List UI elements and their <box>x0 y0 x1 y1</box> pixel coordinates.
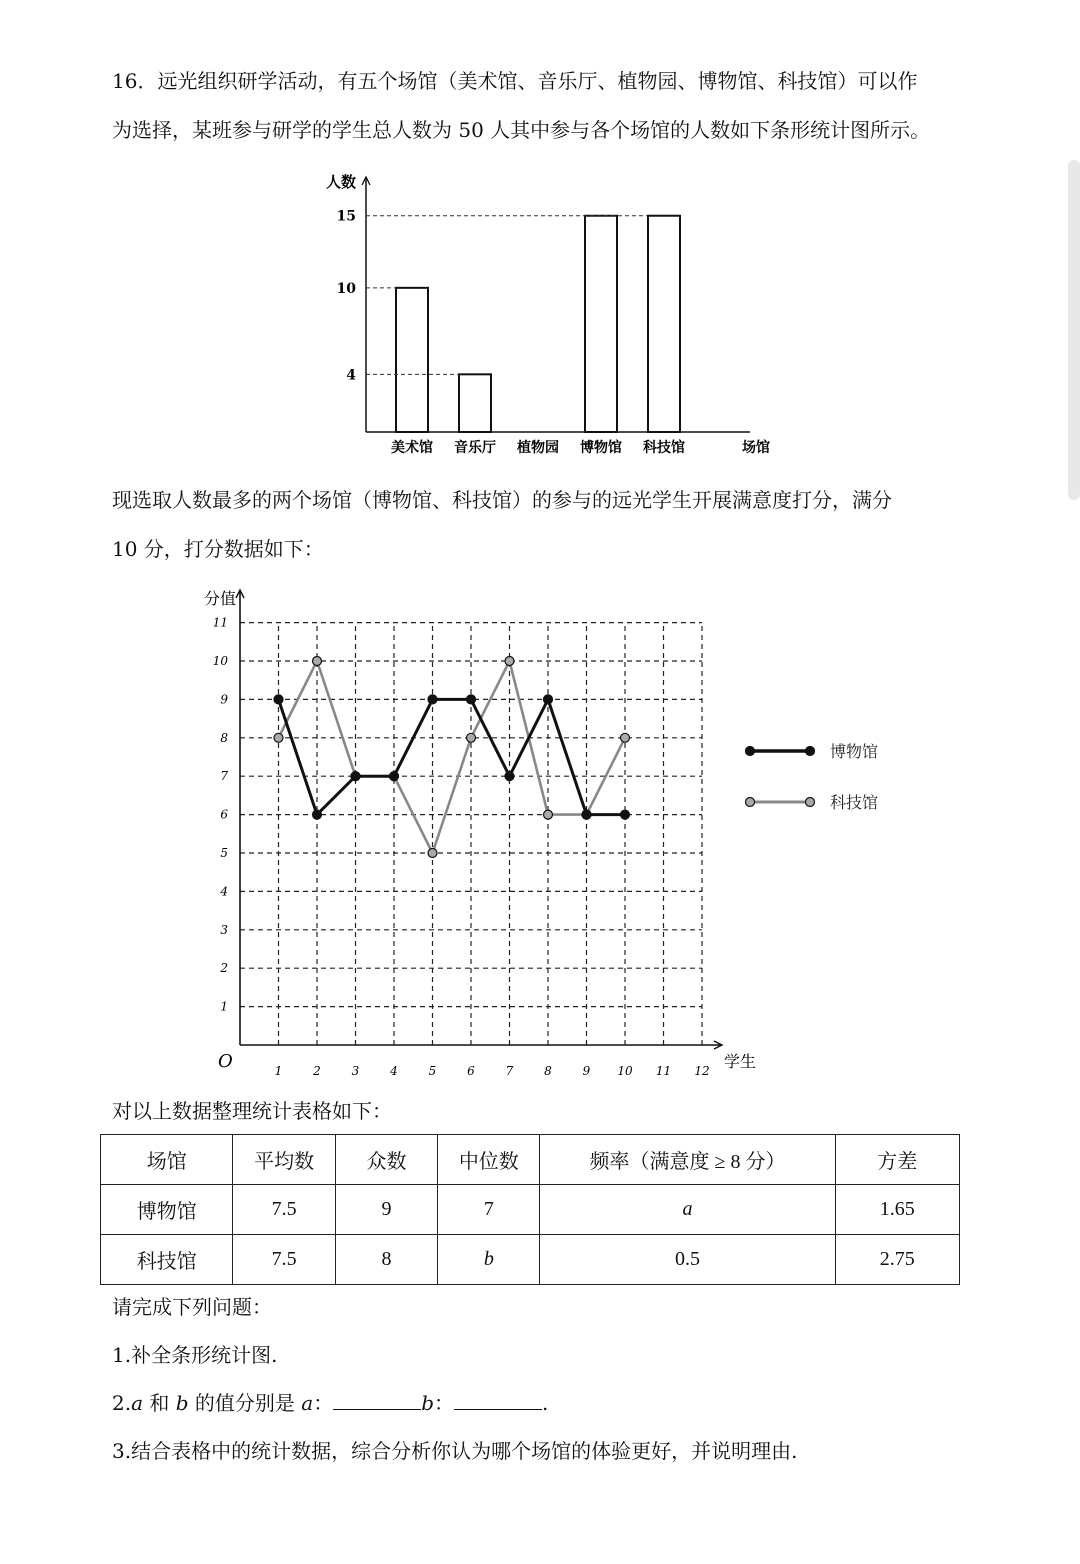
legend-marker <box>806 747 815 756</box>
table-cell: a <box>540 1185 835 1235</box>
x-tick-label: 3 <box>351 1064 360 1078</box>
data-point <box>313 810 322 819</box>
table-row <box>101 1235 960 1285</box>
data-point <box>544 695 553 704</box>
data-point <box>467 695 476 704</box>
answer-blank-a[interactable] <box>333 1389 421 1410</box>
table-cell: 7.5 <box>233 1235 335 1285</box>
x-tick-label: 9 <box>582 1064 591 1078</box>
answer-blank-b[interactable] <box>454 1389 542 1410</box>
y-tick-label: 3 <box>220 922 228 937</box>
problem-line-1: 16．远光组织研学活动，有五个场馆（美术馆、音乐厅、植物园、博物馆、科技馆）可以作 <box>112 69 918 93</box>
data-point <box>274 733 283 742</box>
y-tick-label: 5 <box>220 846 228 860</box>
table-cell: b <box>438 1235 540 1285</box>
y-tick-label: 10 <box>212 654 228 668</box>
table-cell: 0.5 <box>540 1235 835 1285</box>
q2-var-b2: b <box>421 1391 435 1415</box>
problem-line-3: 现选取人数最多的两个场馆（博物馆、科技馆）的参与的远光学生开展满意度打分，满分 <box>112 488 892 512</box>
bar-chart <box>300 165 780 465</box>
scrollbar[interactable] <box>1068 160 1080 500</box>
data-point <box>621 810 630 819</box>
origin-label: O <box>218 1051 233 1072</box>
q2-colon-2: ： <box>434 1391 455 1415</box>
x-tick-label: 6 <box>467 1064 475 1078</box>
bar <box>459 374 491 432</box>
x-tick-label: 2 <box>313 1064 321 1078</box>
data-point <box>505 657 514 666</box>
legend-marker <box>746 798 755 807</box>
line-chart <box>180 580 940 1085</box>
table-header-row <box>101 1135 960 1185</box>
bar <box>648 216 680 432</box>
question-3: 3.结合表格中的统计数据，综合分析你认为哪个场馆的体验更好，并说明理由. <box>112 1439 798 1463</box>
problem-line-4: 10 分，打分数据如下： <box>112 537 324 561</box>
table-cell: 9 <box>335 1185 437 1235</box>
table-header-cell: 场馆 <box>101 1135 233 1185</box>
data-point <box>390 772 399 781</box>
bar <box>396 288 428 432</box>
q2-mid: 和 <box>143 1391 176 1415</box>
data-point <box>313 657 322 666</box>
data-point <box>428 695 437 704</box>
table-cell: 8 <box>335 1235 437 1285</box>
problem-line-2: 为选择，某班参与研学的学生总人数为 50 人其中参与各个场馆的人数如下条形统计图所示。 <box>112 118 931 142</box>
y-tick-label: 8 <box>220 730 228 745</box>
legend-label: 科技馆 <box>830 793 879 812</box>
x-tick-label: 4 <box>390 1064 398 1078</box>
table-cell: 1.65 <box>835 1185 960 1235</box>
data-point <box>621 733 630 742</box>
y-tick-label: 9 <box>220 692 228 707</box>
data-point <box>351 772 360 781</box>
q2-end: . <box>542 1391 549 1415</box>
y-tick-label: 7 <box>220 769 228 784</box>
x-tick-label: 11 <box>655 1064 672 1078</box>
y-tick-label: 4 <box>220 884 228 899</box>
legend-label: 博物馆 <box>830 742 879 761</box>
y-tick-label: 4 <box>346 367 356 384</box>
y-tick-label: 1 <box>220 999 228 1014</box>
legend-marker <box>806 798 815 807</box>
table-header-cell: 频率（满意度 ≥ 8 分） <box>540 1135 835 1185</box>
series-line-2 <box>279 661 626 853</box>
x-tick-label: 12 <box>694 1064 710 1078</box>
x-tick-label: 植物园 <box>517 440 559 456</box>
x-tick-label: 博物馆 <box>580 440 622 456</box>
problem-line-5: 对以上数据整理统计表格如下： <box>112 1099 392 1123</box>
x-tick-label: 7 <box>505 1064 514 1078</box>
bar <box>585 216 617 432</box>
q2-var-a2: a <box>301 1391 314 1415</box>
table-cell: 7.5 <box>233 1185 335 1235</box>
table-cell: 7 <box>438 1185 540 1235</box>
question-1: 1.补全条形统计图. <box>112 1343 278 1367</box>
legend-marker <box>746 747 755 756</box>
y-tick-label: 6 <box>220 807 228 822</box>
q2-var-a: a <box>131 1391 144 1415</box>
data-point <box>274 695 283 704</box>
table-cell: 科技馆 <box>101 1235 233 1285</box>
x-tick-label: 科技馆 <box>643 440 685 456</box>
table-row <box>101 1185 960 1235</box>
y-tick-label: 15 <box>336 208 356 225</box>
y-axis-label: 分值 <box>203 589 236 608</box>
table-header-cell: 平均数 <box>233 1135 335 1185</box>
x-tick-label: 8 <box>544 1064 552 1078</box>
y-axis-label: 人数 <box>325 173 356 191</box>
q2-var-b: b <box>175 1391 189 1415</box>
x-axis-label: 学生 <box>724 1052 757 1071</box>
y-tick-label: 10 <box>336 280 356 297</box>
y-tick-label: 2 <box>220 961 228 976</box>
x-tick-label: 10 <box>617 1064 633 1078</box>
y-tick-label: 11 <box>212 615 228 630</box>
x-tick-label: 5 <box>428 1064 437 1078</box>
table-cell: 博物馆 <box>101 1185 233 1235</box>
question-2 <box>112 1388 548 1418</box>
q2-text: 的值分别是 <box>188 1391 302 1415</box>
stats-table <box>100 1134 960 1285</box>
q2-prefix: 2. <box>112 1391 132 1415</box>
data-point <box>467 733 476 742</box>
x-tick-label: 美术馆 <box>391 440 433 456</box>
q2-colon-1: ： <box>313 1391 334 1415</box>
x-axis-label: 场馆 <box>742 440 770 456</box>
data-point <box>505 772 514 781</box>
problem-line-6: 请完成下列问题： <box>112 1295 272 1319</box>
data-point <box>582 810 591 819</box>
x-tick-label: 1 <box>274 1064 283 1078</box>
x-tick-label: 音乐厅 <box>454 440 496 456</box>
data-point <box>428 849 437 858</box>
data-point <box>544 810 553 819</box>
table-header-cell: 方差 <box>835 1135 960 1185</box>
table-cell: 2.75 <box>835 1235 960 1285</box>
table-header-cell: 中位数 <box>438 1135 540 1185</box>
table-header-cell: 众数 <box>335 1135 437 1185</box>
